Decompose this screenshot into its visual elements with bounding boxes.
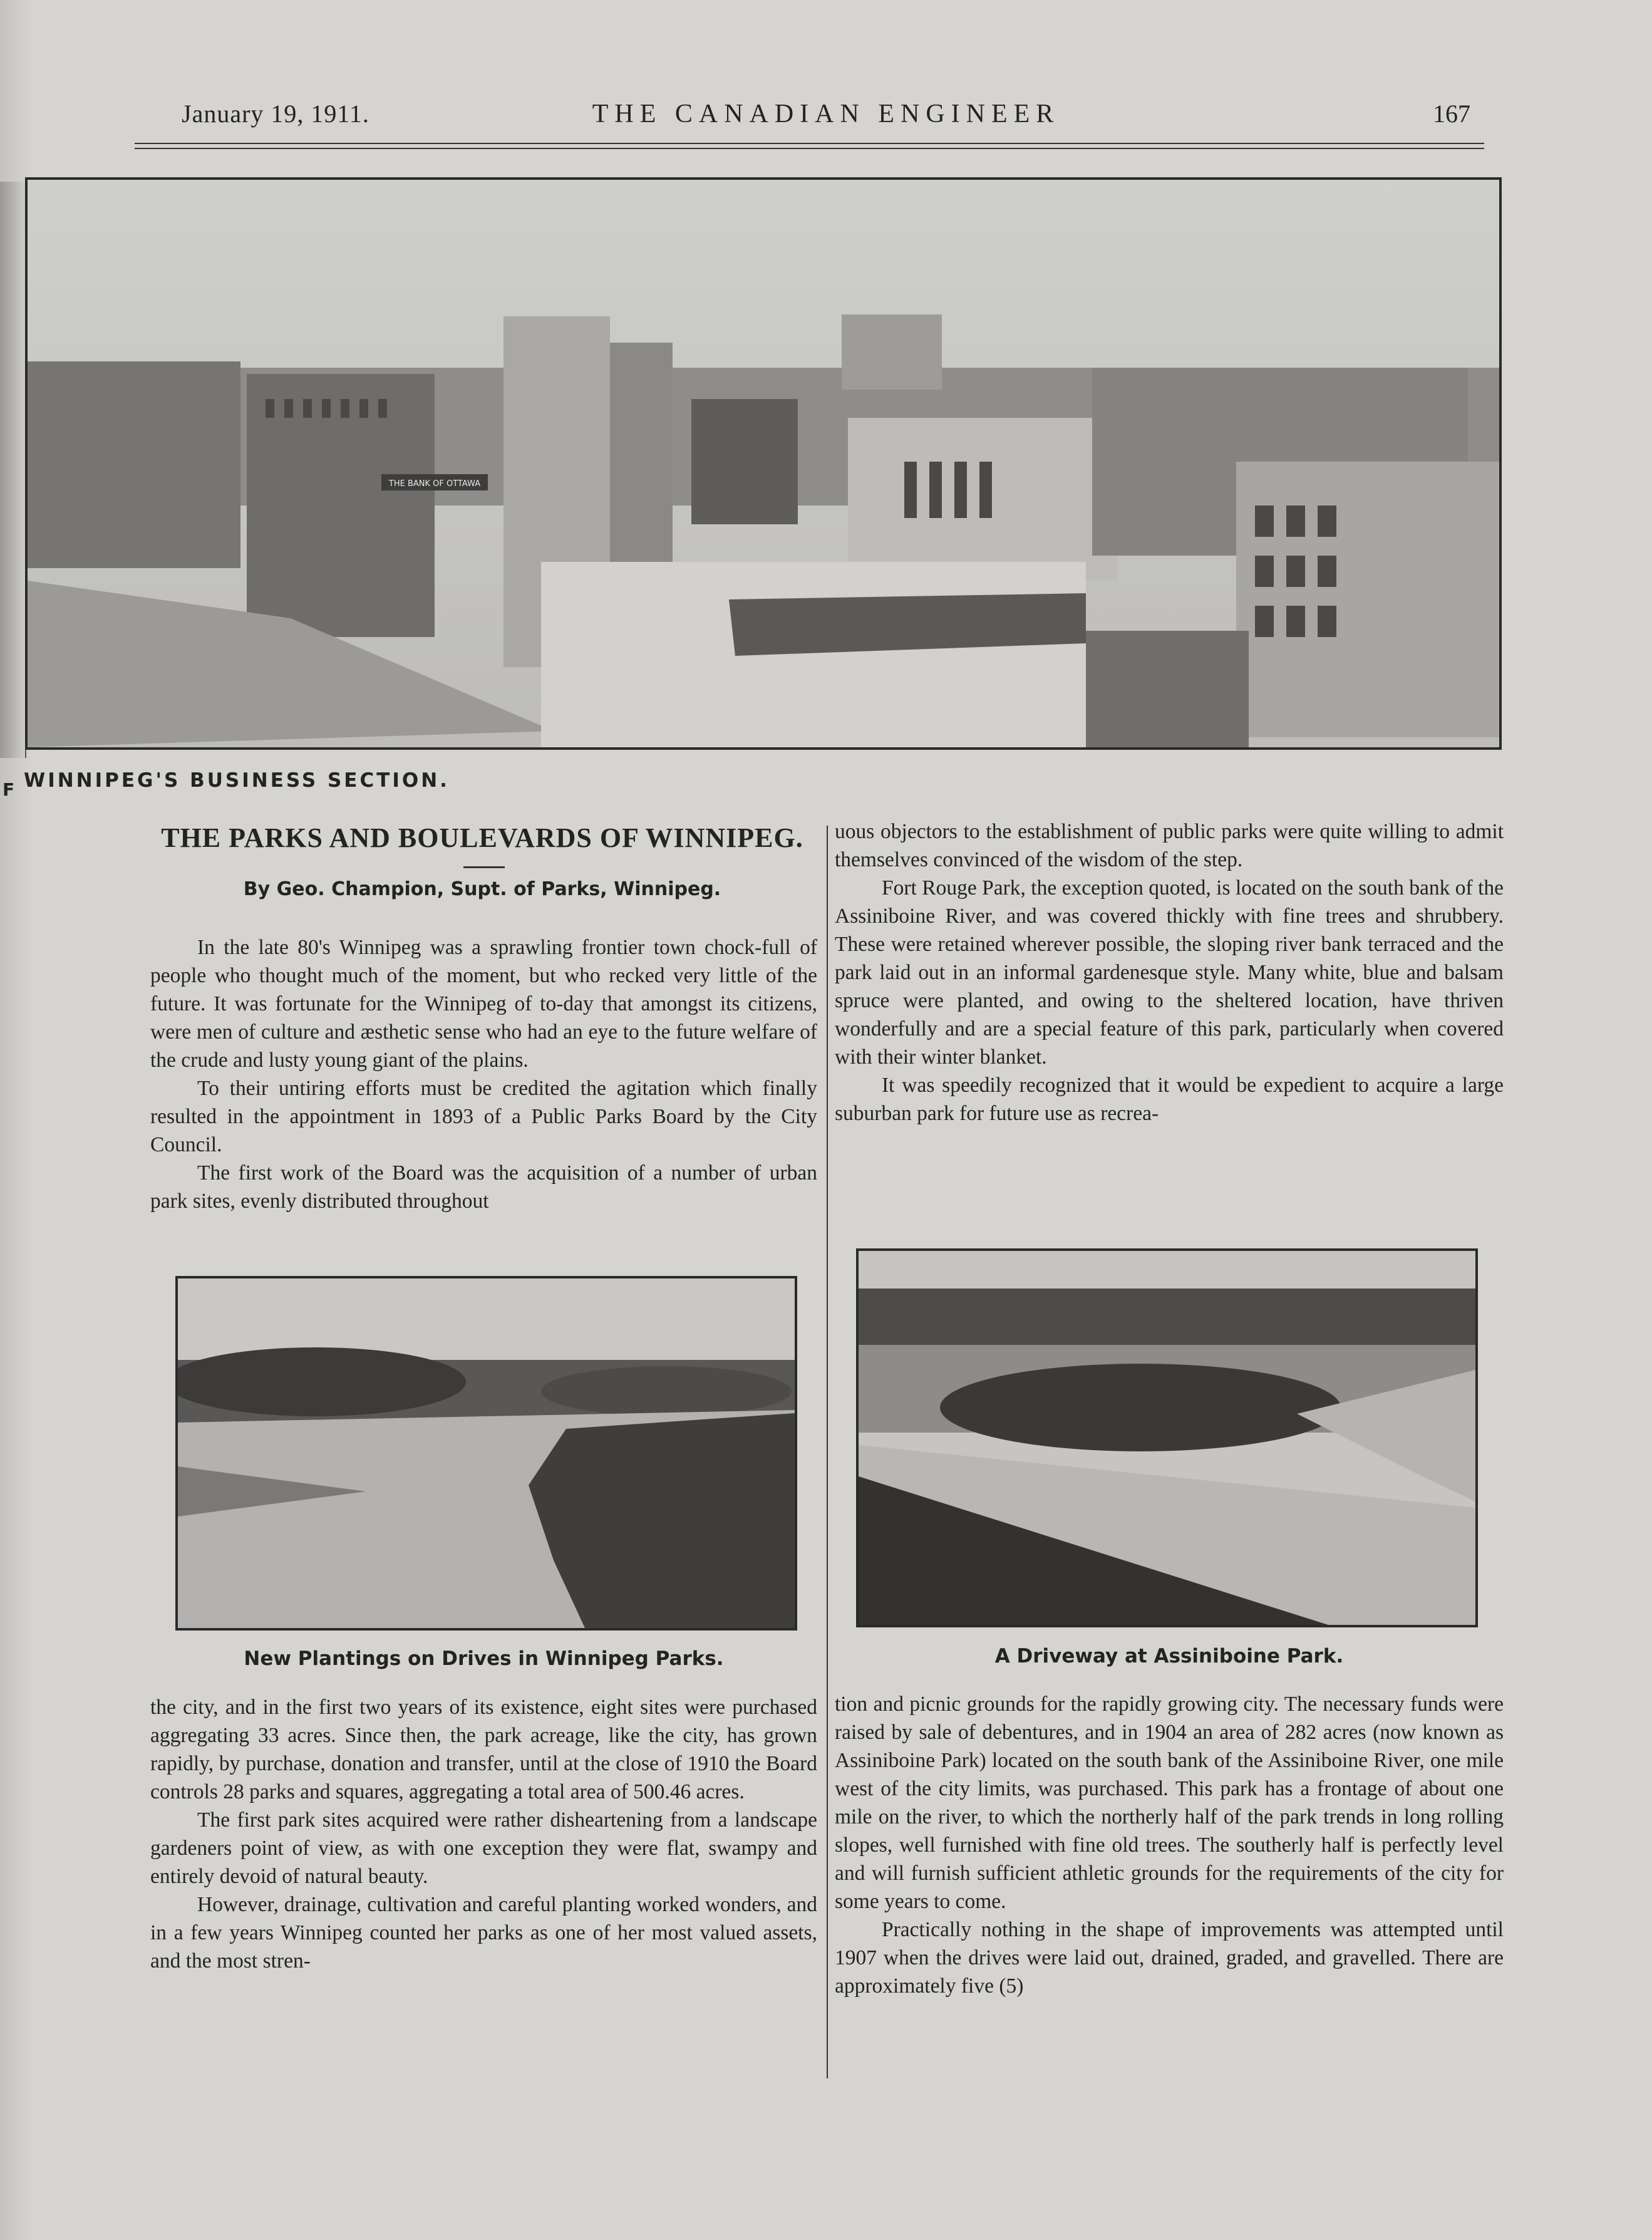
new-plantings-caption: New Plantings on Drives in Winnipeg Parks. [244, 1647, 724, 1670]
assiniboine-driveway-photo [856, 1248, 1478, 1627]
margin-letter: F [3, 779, 15, 800]
page-number: 167 [1433, 100, 1470, 128]
paragraph: Practically nothing in the shape of improvements was attempted until 1907 when the drives were laid out, drained, graded, and gravelled. There are approximately five (5) [835, 1918, 1504, 1998]
paragraph-continuation: the city, and in the first two years of its existence, eight sites were purchased aggregating 33 acres. Since then, the park acreage, like the city, has grown rapidly, by purchase, donation and transfer, until at the close of 1910 the Board controls 28 parks and squares, aggregating a total area of 500.46 acres. [150, 1696, 817, 1803]
title-rule [463, 866, 505, 868]
business-section-photo [25, 177, 1502, 750]
article-title: THE PARKS AND BOULEVARDS OF WINNIPEG. [161, 822, 803, 853]
paragraph: However, drainage, cultivation and careful planting worked wonders, and in a few years Winnipeg counted her parks as one of her most valued assets, and the most stren- [150, 1893, 817, 1973]
right-column-top [835, 817, 1504, 1128]
paragraph: To their untiring efforts must be credited the agitation which finally resulted in the appointment in 1893 of a Public Parks Board by the City Council. [150, 1077, 817, 1156]
paragraph: In the late 80's Winnipeg was a sprawling frontier town chock-full of people who thought much of the moment, but who recked very little of the future. It was fortunate for the Winnipeg of to-day that amongst its citizens, were men of culture and æsthetic sense who had an eye to the future welfare of the crude and lusty young giant of the plains. [150, 936, 817, 1072]
right-column-bottom [835, 1690, 1504, 2000]
column-rule [827, 826, 828, 2078]
new-plantings-photo [175, 1276, 797, 1631]
left-column-bottom [150, 1693, 817, 1975]
paragraph: The first work of the Board was the acquisition of a number of urban park sites, evenly distributed throughout [150, 1161, 817, 1213]
paragraph-continuation: tion and picnic grounds for the rapidly growing city. The necessary funds were raised by sale of debentures, and in 1904 an area of 282 acres (now known as Assiniboine Park) located on the south bank of the Assiniboine River, one mile west of the city limits, was purchased. This park has a frontage of about one mile on the river, to which the northerly half of the park trends in long rolling slopes, well furnished with fine old trees. The southerly half is perfectly level and will furnish sufficient athletic grounds for the requirements of the city for some years to come. [835, 1693, 1504, 1913]
paragraph: The first park sites acquired were rather disheartening from a landscape gardeners point of view, as with one exception they were flat, swampy and entirely devoid of natural beauty. [150, 1808, 817, 1888]
left-column-top [150, 933, 817, 1215]
facing-page-edge [0, 182, 26, 758]
bank-sign-text: THE BANK OF OTTAWA [388, 479, 481, 489]
paragraph: It was speedily recognized that it would be expedient to acquire a large suburban park for future use as recrea- [835, 1074, 1504, 1125]
assiniboine-driveway-caption: A Driveway at Assiniboine Park. [994, 1645, 1344, 1667]
article-byline: By Geo. Champion, Supt. of Parks, Winnipeg. [243, 878, 721, 900]
paragraph-continuation: uous objectors to the establishment of public parks were quite willing to admit themselves convinced of the wisdom of the step. [835, 820, 1504, 871]
issue-date: January 19, 1911. [182, 100, 369, 128]
journal-title: THE CANADIAN ENGINEER [592, 100, 1060, 128]
header-rule [135, 143, 1484, 149]
business-section-caption: WINNIPEG'S BUSINESS SECTION. [24, 769, 450, 792]
paragraph: Fort Rouge Park, the exception quoted, is located on the south bank of the Assiniboine River, and was covered thickly with fine trees and shrubbery. These were retained wherever possible, the sloping river bank terraced and the park laid out in an informal gardenesque style. Many white, blue and balsam spruce were planted, and owing to the sheltered location, have thriven wonderfully and are a special feature of this park, particularly when covered with their winter blanket. [835, 876, 1504, 1069]
